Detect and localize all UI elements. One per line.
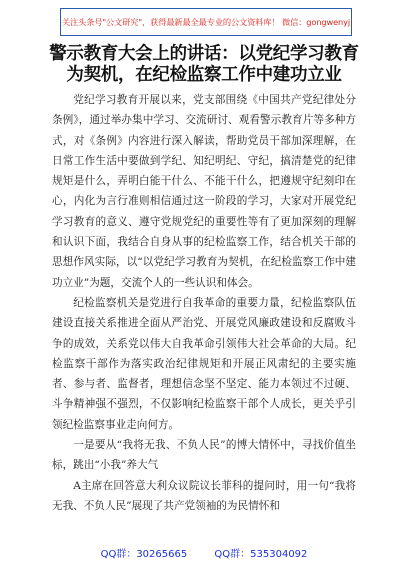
footer-qq-group-2: QQ群：535304092 bbox=[214, 549, 308, 560]
title-line-2: 为契机，在纪检监察工作中建功立业 bbox=[66, 65, 342, 85]
document-title bbox=[30, 44, 378, 86]
page-footer bbox=[0, 545, 408, 560]
paragraph-4: A主席在回答意大利众议院议长菲科的提问时，用一句“我将无我、不负人民”展现了共产党领袖的为民情怀和 bbox=[52, 479, 356, 512]
paragraph-3: 一是要从“我将无我、不负人民”的博大情怀中，寻找价值坐标，跳出“小我”养大气 bbox=[52, 439, 356, 472]
paragraph-2: 纪检监察机关是党进行自我革命的重要力量，纪检监察队伍建设直接关系推进全面从严治党、开展党风廉政建设和反腐败斗争的成效，关系党以伟大自我革命引领伟大社会革命的大局。纪检监察干部作为落实政治纪律规矩和开展正风肃纪的主要实施者、参与者、监督者，理想信念坚不坚定、能力本领过不过硬、斗争精神强不强烈，不仅影响纪检监察干部个人成长，更关乎引领纪检监察事业走向何方。 bbox=[52, 296, 356, 431]
footer-qq-group: QQ群：30265665 bbox=[100, 549, 188, 560]
title-line-1: 警示教育大会上的讲话：以党纪学习教育 bbox=[49, 44, 359, 64]
promo-banner: 关注头条号"公文研究"，获得最新最全最专业的公文资料库！ 微信：gongwenyj bbox=[60, 8, 352, 36]
paragraph-1: 党纪学习教育开展以来，党支部围绕《中国共产党纪律处分条例》，通过举办集中学习、交流研讨、观看警示教育片等多种方式，对《条例》内容进行深入解读，帮助党员干部加深理解，在日常工作生活中要做到学纪、知纪明纪、守纪，搞清楚党的纪律规矩是什么，弄明白能干什么、不能干什么，把遵规守纪刻印在心，内化为言行准则相信通过这一阶段的学习，大家对开展党纪学习教育的意义、遵守党规党纪的重要性等有了更加深刻的理解和认识下面，我结合自身从事的纪检监察工作，结合机关干部的思想作风实际，以“以党纪学习教育为契机，在纪检监察工作中建功立业”为题，交流个人的一些认识和体会。 bbox=[52, 94, 356, 289]
document-body bbox=[52, 90, 356, 516]
